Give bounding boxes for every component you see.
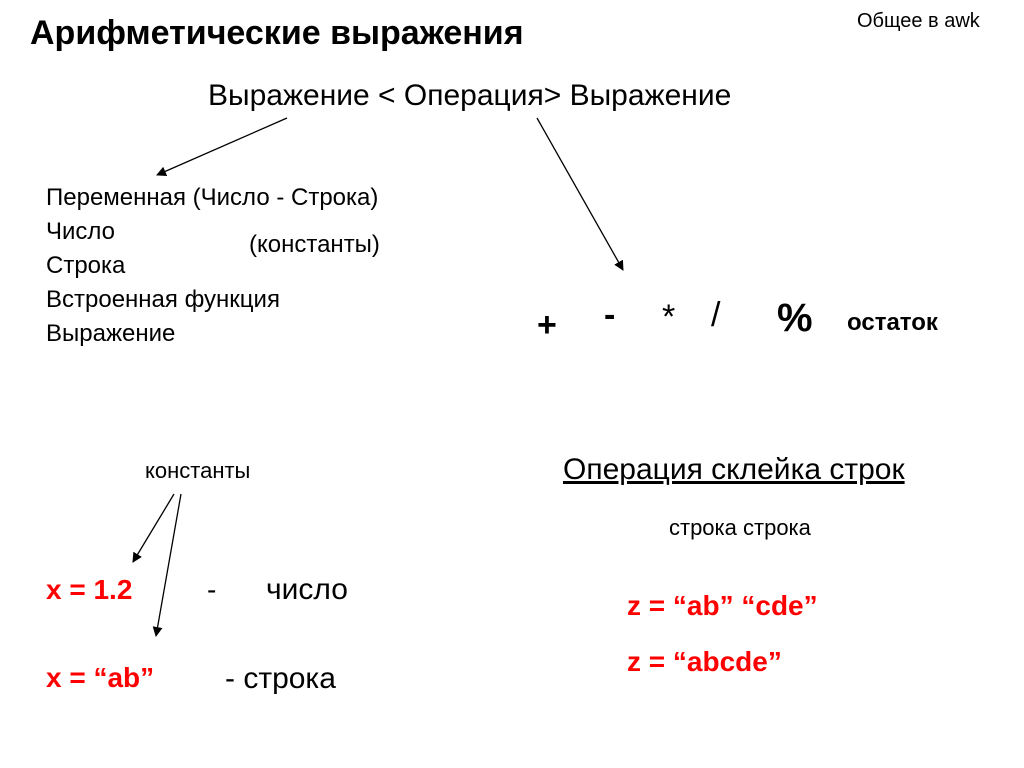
concat-title: Операция склейка строк [563, 453, 905, 486]
operator-minus: - [604, 296, 616, 334]
list-item: Число [46, 218, 116, 245]
list-item: Выражение [46, 320, 176, 347]
operator-multiply: * [662, 298, 676, 336]
arrow-to-operators [537, 118, 623, 270]
expression-formula: Выражение < Операция> Выражение [208, 79, 732, 112]
list-item: Строка [46, 252, 126, 279]
operator-plus: + [537, 306, 557, 344]
list-item: Переменная (Число - Строка) [46, 184, 379, 211]
slide-title: Арифметические выражения [30, 14, 524, 52]
operator-divide: / [711, 296, 721, 334]
concat-subtitle: строка строка [669, 515, 811, 540]
string-example: x = “ab” [46, 662, 155, 693]
arrow-to-string-example [156, 494, 181, 636]
list-item: Встроенная функция [46, 286, 280, 313]
corner-note: Общее в awk [857, 10, 980, 32]
concat-example-2: z = “abcde” [627, 646, 782, 677]
constants-note: (константы) [249, 231, 380, 258]
constants-label: константы [145, 458, 251, 483]
number-example-dash: - [207, 574, 217, 605]
arrow-to-operands [157, 118, 287, 175]
arrow-to-number-example [133, 494, 174, 562]
operator-modulo: % [777, 296, 813, 340]
number-example: x = 1.2 [46, 574, 133, 605]
number-example-desc: число [266, 573, 348, 606]
modulo-label: остаток [847, 309, 938, 336]
concat-example-1: z = “ab” “cde” [627, 590, 818, 621]
string-example-desc: - строка [225, 662, 336, 695]
